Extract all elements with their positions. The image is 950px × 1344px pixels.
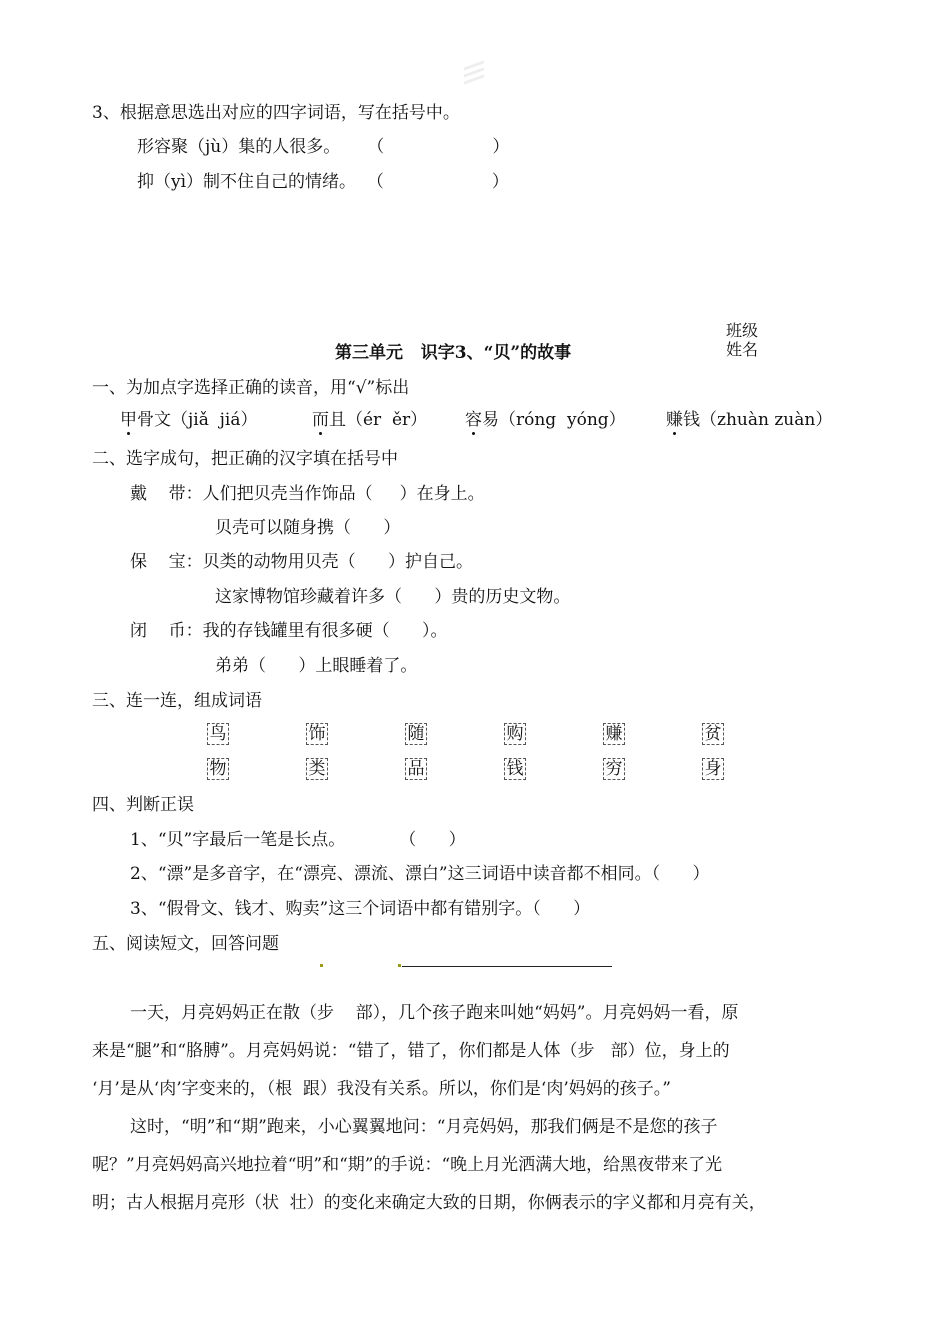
passage-line: 一天，月亮妈妈正在散（步 部），几个孩子跑来叫她“妈妈”。月亮妈妈一看，原	[130, 1003, 739, 1023]
pinyin-item-rest: 易（róng yóng）	[482, 410, 626, 430]
passage-line: ‘月’是从‘肉’字变来的，（根 跟）我没有关系。所以，你们是‘肉’妈妈的孩子。”	[92, 1079, 671, 1099]
dotted-char: 甲	[120, 410, 137, 430]
pinyin-item-4	[666, 409, 832, 431]
q3-item-1: 形容聚（jù）集的人很多。 （ ）	[137, 137, 510, 157]
section-5-title: 五、阅读短文，回答问题	[92, 934, 279, 954]
fill-line-4: 这家博物馆珍藏着许多（ ）贵的历史文物。	[215, 587, 571, 607]
match-char[interactable]: 赚	[603, 723, 625, 745]
match-char[interactable]: 饰	[306, 723, 328, 745]
fill-line-1: 戴 带：人们把贝壳当作饰品（ ）在身上。	[130, 484, 485, 504]
class-label: 班级	[726, 321, 759, 340]
match-row-2	[207, 758, 801, 780]
q3-title: 3、根据意思选出对应的四字词语，写在括号中。	[92, 103, 460, 123]
judge-item-3: 3、“假骨文、钱才、购卖”这三个词语中都有错别字。（ ）	[130, 899, 591, 919]
pinyin-item-1	[120, 409, 258, 431]
pinyin-item-rest: 骨文（jiǎ jiá）	[137, 410, 258, 430]
passage-line: 来是“腿”和“胳膊”。月亮妈妈说：“错了，错了，你们都是人体（步 部）位，身上的	[92, 1041, 730, 1061]
pinyin-item-3	[465, 409, 626, 431]
title-blank-line	[402, 966, 612, 967]
match-char[interactable]: 鸟	[207, 723, 229, 745]
faint-watermark-mark	[462, 60, 486, 90]
pinyin-item-rest: 且（ér ěr）	[329, 410, 428, 430]
match-row-1	[207, 723, 801, 745]
dotted-char: 赚	[666, 410, 683, 430]
passage-line: 明；古人根据月亮形（状 壮）的变化来确定大致的日期，你俩表示的字义都和月亮有关，	[92, 1193, 766, 1213]
match-char[interactable]: 穷	[603, 758, 625, 780]
match-char[interactable]: 随	[405, 723, 427, 745]
pinyin-item-2	[312, 409, 427, 431]
pinyin-item-rest: 钱（zhuàn zuàn）	[683, 410, 833, 430]
q3-item-2: 抑（yì）制不住自己的情绪。 （ ）	[137, 172, 509, 192]
passage-line: 呢？”月亮妈妈高兴地拉着“明”和“期”的手说：“晚上月光洒满大地，给黑夜带来了光	[92, 1155, 723, 1175]
judge-item-1: 1、“贝”字最后一笔是长点。 （ ）	[130, 830, 466, 850]
section-1-title: 一、为加点字选择正确的读音，用“√”标出	[92, 378, 410, 398]
match-char[interactable]: 贫	[702, 723, 724, 745]
fill-line-5: 闭 币：我的存钱罐里有很多硬（ ）。	[130, 621, 448, 641]
stray-mark	[398, 964, 401, 967]
fill-line-2: 贝壳可以随身携（ ）	[215, 518, 401, 538]
name-label: 姓名	[726, 340, 759, 359]
match-char[interactable]: 购	[504, 723, 526, 745]
section-3-title: 三、连一连，组成词语	[92, 691, 262, 711]
dotted-char: 而	[312, 410, 329, 430]
stray-mark	[320, 964, 323, 967]
fill-line-6: 弟弟（ ）上眼睡着了。	[215, 656, 418, 676]
match-char[interactable]: 品	[405, 758, 427, 780]
page-title: 第三单元 识字3、“贝”的故事	[335, 343, 572, 363]
judge-item-2: 2、“漂”是多音字，在“漂亮、漂流、漂白”这三词语中读音都不相同。（ ）	[130, 864, 710, 884]
dotted-char: 容	[465, 410, 482, 430]
match-char[interactable]: 物	[207, 758, 229, 780]
fill-line-3: 保 宝：贝类的动物用贝壳（ ）护自己。	[130, 552, 474, 572]
section-2-title: 二、选字成句，把正确的汉字填在括号中	[92, 449, 398, 469]
match-char[interactable]: 钱	[504, 758, 526, 780]
match-char[interactable]: 类	[306, 758, 328, 780]
match-char[interactable]: 身	[702, 758, 724, 780]
passage-line: 这时，“明”和“期”跑来，小心翼翼地问：“月亮妈妈，那我们俩是不是您的孩子	[130, 1117, 718, 1137]
section-4-title: 四、判断正误	[92, 795, 194, 815]
